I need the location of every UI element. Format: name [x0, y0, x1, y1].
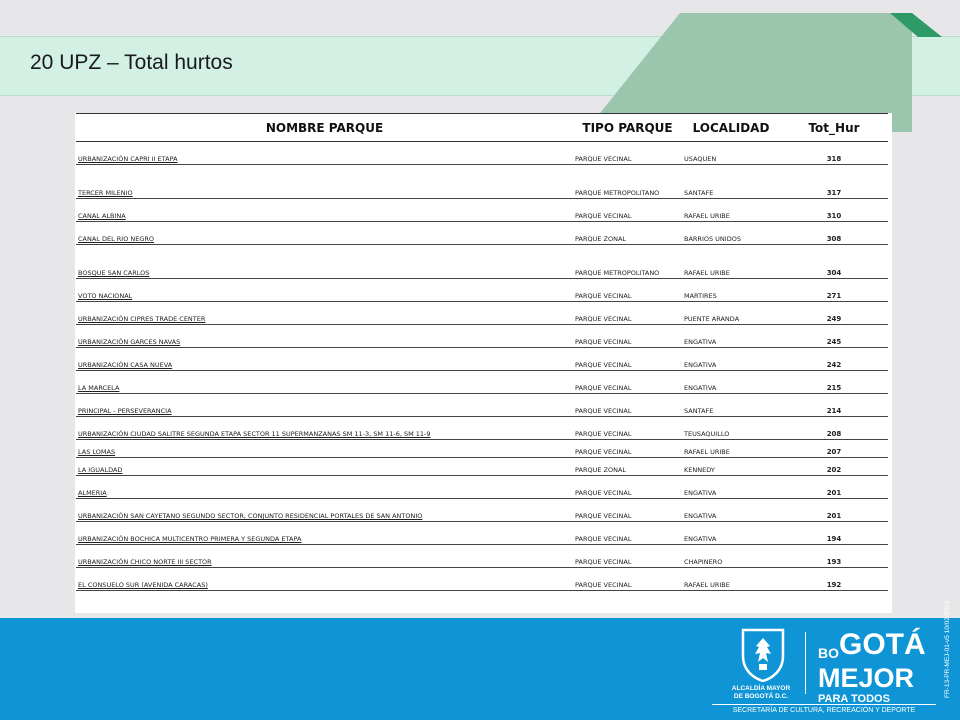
brand-bogota — [818, 630, 926, 660]
cell-tipo: PARQUE VECINAL — [573, 476, 682, 499]
cell-tot-hur: 249 — [780, 302, 888, 325]
column-header-tot-hur: Tot_Hur — [780, 114, 888, 142]
table-row — [76, 568, 888, 591]
table-row — [76, 302, 888, 325]
cell-nombre: URBANIZACIÓN GARCES NAVAS — [76, 325, 573, 348]
footer-bar — [0, 618, 960, 720]
cell-nombre: URBANIZACIÓN CHICO NORTE III SECTOR — [76, 545, 573, 568]
cell-nombre: URBANIZACIÓN CASA NUEVA — [76, 348, 573, 371]
brand-mejor: MEJOR — [818, 663, 915, 693]
cell-nombre: VOTO NACIONAL — [76, 279, 573, 302]
cell-tot-hur: 194 — [780, 522, 888, 545]
cell-tipo: PARQUE METROPOLITANO — [573, 165, 682, 199]
cell-tot-hur: 193 — [780, 545, 888, 568]
cell-localidad: USAQUEN — [682, 142, 780, 165]
column-header-localidad: LOCALIDAD — [682, 114, 780, 142]
table-row — [76, 476, 888, 499]
cell-tot-hur: 245 — [780, 325, 888, 348]
cell-tipo: PARQUE VECINAL — [573, 417, 682, 440]
cell-tipo: PARQUE ZONAL — [573, 222, 682, 245]
cell-tot-hur: 192 — [780, 568, 888, 591]
table-row — [76, 165, 888, 199]
cell-localidad: ENGATIVA — [682, 499, 780, 522]
column-header-tipo: TIPO PARQUE — [573, 114, 682, 142]
cell-nombre: URBANIZACIÓN BOCHICA MULTICENTRO PRIMERA Y SEGUNDA ETAPA — [76, 522, 573, 545]
title-bar — [0, 36, 960, 96]
cell-nombre: LAS LOMAS — [76, 440, 573, 458]
document-code: FR-13-PR-MEJ-01-v5 10/02/2016 — [944, 600, 951, 698]
cell-tipo: PARQUE VECINAL — [573, 348, 682, 371]
bogota-coat-of-arms-icon — [740, 628, 786, 682]
cell-nombre: LA MARCELA — [76, 371, 573, 394]
cell-localidad: ENGATIVA — [682, 325, 780, 348]
cell-tot-hur: 202 — [780, 458, 888, 476]
secretaria-label: SECRETARÍA DE CULTURA, RECREACIÓN Y DEPORTE — [712, 704, 936, 714]
cell-localidad: ENGATIVA — [682, 476, 780, 499]
cell-localidad: MARTIRES — [682, 279, 780, 302]
cell-nombre: LA IGUALDAD — [76, 458, 573, 476]
table-row — [76, 440, 888, 458]
cell-tot-hur: 207 — [780, 440, 888, 458]
cell-nombre: ALMERIA — [76, 476, 573, 499]
cell-localidad: TEUSAQUILLO — [682, 417, 780, 440]
table-row — [76, 394, 888, 417]
cell-tot-hur: 208 — [780, 417, 888, 440]
column-header-nombre: NOMBRE PARQUE — [76, 114, 573, 142]
cell-tipo: PARQUE VECINAL — [573, 279, 682, 302]
cell-tot-hur: 201 — [780, 499, 888, 522]
cell-tipo: PARQUE VECINAL — [573, 371, 682, 394]
cell-tot-hur: 201 — [780, 476, 888, 499]
parks-table — [76, 113, 888, 591]
table-row — [76, 142, 888, 165]
cell-tot-hur: 304 — [780, 245, 888, 279]
cell-localidad: SANTAFE — [682, 394, 780, 417]
table-row — [76, 199, 888, 222]
cell-localidad: BARRIOS UNIDOS — [682, 222, 780, 245]
cell-tot-hur: 214 — [780, 394, 888, 417]
cell-tot-hur: 318 — [780, 142, 888, 165]
parks-table-container — [75, 113, 892, 613]
brand-bo: BO — [818, 645, 839, 661]
table-row — [76, 458, 888, 476]
table-row — [76, 222, 888, 245]
cell-localidad: RAFAEL URIBE — [682, 199, 780, 222]
cell-nombre: URBANIZACIÓN CIUDAD SALITRE SEGUNDA ETAPA SECTOR 11 SUPERMANZANAS SM 11-3, SM 11-6, SM 11-9 — [76, 417, 573, 440]
cell-tipo: PARQUE METROPOLITANO — [573, 245, 682, 279]
cell-tipo: PARQUE VECINAL — [573, 568, 682, 591]
table-row — [76, 545, 888, 568]
cell-nombre: BOSQUE SAN CARLOS — [76, 245, 573, 279]
table-row — [76, 371, 888, 394]
cell-nombre: CANAL ALBINA — [76, 199, 573, 222]
table-row — [76, 245, 888, 279]
cell-nombre: PRINCIPAL - PERSEVERANCIA — [76, 394, 573, 417]
cell-tot-hur: 310 — [780, 199, 888, 222]
brand-gota: GOTÁ — [839, 628, 926, 661]
cell-nombre: URBANIZACIÓN SAN CAYETANO SEGUNDO SECTOR, CONJUNTO RESIDENCIAL PORTALES DE SAN ANTONIO — [76, 499, 573, 522]
cell-tipo: PARQUE VECINAL — [573, 142, 682, 165]
cell-nombre: URBANIZACIÓN CIPRES TRADE CENTER — [76, 302, 573, 325]
page-title: 20 UPZ – Total hurtos — [30, 51, 233, 74]
cell-tot-hur: 271 — [780, 279, 888, 302]
cell-localidad: ENGATIVA — [682, 371, 780, 394]
cell-tot-hur: 317 — [780, 165, 888, 199]
cell-tipo: PARQUE VECINAL — [573, 440, 682, 458]
cell-localidad: RAFAEL URIBE — [682, 440, 780, 458]
cell-tipo: PARQUE VECINAL — [573, 394, 682, 417]
alcaldia-line-2: DE BOGOTÁ D.C. — [733, 693, 789, 700]
table-header-row — [76, 114, 888, 142]
cell-tot-hur: 308 — [780, 222, 888, 245]
cell-nombre: URBANIZACIÓN CAPRI II ETAPA — [76, 142, 573, 165]
cell-tipo: PARQUE VECINAL — [573, 499, 682, 522]
cell-localidad: ENGATIVA — [682, 522, 780, 545]
table-row — [76, 348, 888, 371]
cell-tipo: PARQUE VECINAL — [573, 522, 682, 545]
table-row — [76, 279, 888, 302]
cell-tipo: PARQUE VECINAL — [573, 302, 682, 325]
cell-nombre: CANAL DEL RIO NEGRO — [76, 222, 573, 245]
cell-localidad: PUENTE ARANDA — [682, 302, 780, 325]
cell-tipo: PARQUE VECINAL — [573, 545, 682, 568]
cell-localidad: CHAPINERO — [682, 545, 780, 568]
cell-localidad: RAFAEL URIBE — [682, 245, 780, 279]
footer-divider — [805, 632, 806, 694]
cell-nombre: EL CONSUELO SUR (AVENIDA CARACAS) — [76, 568, 573, 591]
cell-tipo: PARQUE VECINAL — [573, 325, 682, 348]
cell-localidad: RAFAEL URIBE — [682, 568, 780, 591]
cell-localidad: KENNEDY — [682, 458, 780, 476]
cell-tot-hur: 242 — [780, 348, 888, 371]
cell-localidad: ENGATIVA — [682, 348, 780, 371]
alcaldia-line-1: ALCALDÍA MAYOR — [731, 685, 791, 692]
cell-tipo: PARQUE ZONAL — [573, 458, 682, 476]
cell-nombre: TERCER MILENIO — [76, 165, 573, 199]
table-row — [76, 522, 888, 545]
table-row — [76, 325, 888, 348]
table-row — [76, 499, 888, 522]
alcaldia-label — [716, 685, 806, 701]
brand-para-todos: PARA TODOS — [818, 693, 890, 705]
cell-tot-hur: 215 — [780, 371, 888, 394]
cell-localidad: SANTAFE — [682, 165, 780, 199]
cell-tipo: PARQUE VECINAL — [573, 199, 682, 222]
table-row — [76, 417, 888, 440]
